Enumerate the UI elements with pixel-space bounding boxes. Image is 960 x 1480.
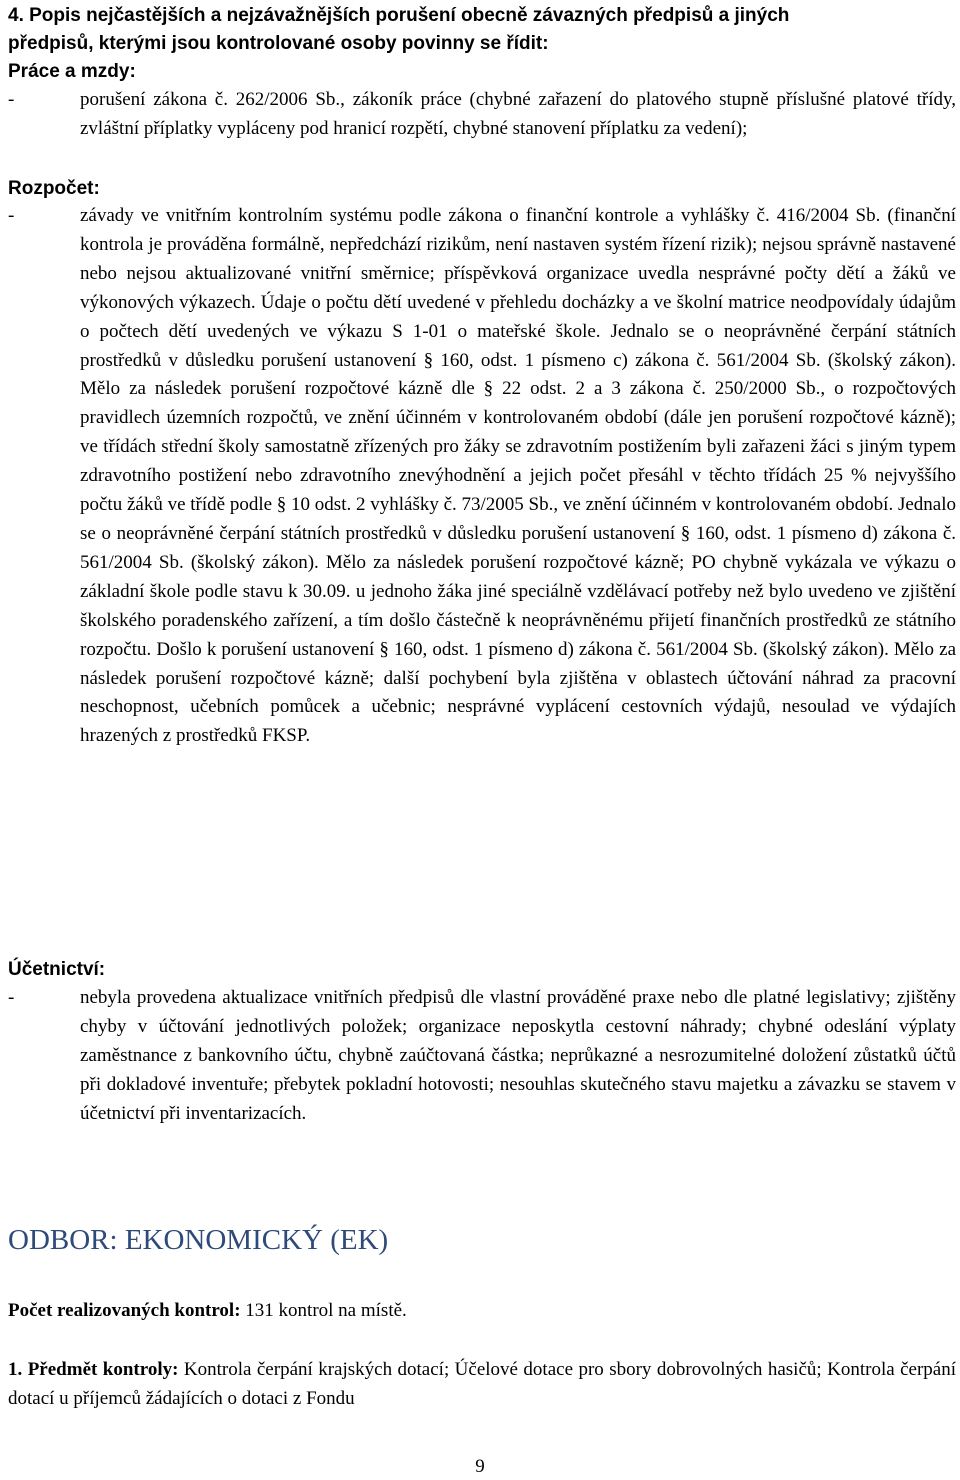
predmet-number: 1. [8, 1359, 23, 1380]
predmet-kontroly [8, 1356, 956, 1414]
ucetnictvi-item-text: nebyla provedena aktualizace vnitřních předpisů dle vlastní prováděné praxe nebo dle platné legislativy; zjištěny chyby v účtování jednotlivých položek; organizace neposkytla cestovní náhrady; chybné odeslání výplaty zaměstnance z bankovního účtu, chybně zaúčtovaná částka; neprůkazné a nesrozumitelné doložení zůstatků účtů při dokladové inventuře; přebytek pokladní hotovosti; nesouhlas skutečného stavu majetku a závazku se stavem v účetnictví při inventarizacích. [80, 987, 956, 1124]
ucetnictvi-heading: Účetnictví: [8, 959, 106, 980]
page-number: 9 [475, 1456, 485, 1477]
predmet-label: Předmět kontroly: [27, 1359, 179, 1380]
pocet-value: 131 kontrol na místě. [245, 1300, 407, 1321]
odbor-title: ODBOR: EKONOMICKÝ (EK) [8, 1224, 389, 1256]
rozpocet-heading: Rozpočet: [8, 178, 100, 199]
list-dash: - [8, 89, 15, 110]
section-title-line1: 4. Popis nejčastějších a nejzávažnějších porušení obecně závazných předpisů a jiných [8, 5, 790, 26]
predmet-text: Kontrola čerpání krajských dotací; Účelové dotace pro sbory dobrovolných hasičů; Kontrola čerpání dotací u příjemců žádajících o dotaci z Fondu [8, 1359, 957, 1409]
pocet-label: Počet realizovaných kontrol: [8, 1300, 241, 1321]
pocet-kontrol-line [8, 1300, 956, 1322]
list-dash: - [8, 205, 15, 226]
list-dash: - [8, 987, 15, 1008]
rozpocet-item-text: závady ve vnitřním kontrolním systému podle zákona o finanční kontrole a vyhlášky č. 416/2004 Sb. (finanční kontrola je prováděna formálně, nepředchází rizikům, není nastaven systém řízení rizik); nejsou správně nastavené nebo nejsou aktualizované vnitřní směrnice; příspěvková organizace uvedla nesprávné počty dětí a žáků ve výkonových výkazech. Údaje o počtu dětí uvedené v přehledu docházky a ve školní matrice neodpovídaly údajům o počtech dětí uvedených ve výkazu S 1-01 o mateřské škole. Jednalo se o neoprávněné čerpání státních prostředků v důsledku porušení ustanovení § 160, odst. 1 písmeno c) zákona č. 561/2004 Sb. (školský zákon). Mělo za následek porušení rozpočtové kázně dle § 22 odst. 2 a 3 zákona č. 250/2000 Sb., o rozpočtových pravidlech územních rozpočtů, ve znění účinném v kontrolovaném období (dále jen porušení rozpočtové kázně); ve třídách střední školy samostatně zřízených pro žáky se zdravotním postižením byli zařazeni žáci s jiným typem zdravotního postižení nebo zdravotního znevýhodnění a jejich počet přesáhl v těchto třídách 25 % nejvyššího počtu žáků ve třídě podle § 10 odst. 2 vyhlášky č. 73/2005 Sb., ve znění účinném v kontrolovaném období. Jednalo se o neoprávněné čerpání státních prostředků v důsledku porušení ustanovení § 160, odst. 1 písmeno d) zákona č. 561/2004 Sb. (školský zákon). Mělo za následek porušení rozpočtové kázně; PO chybně vykázala ve výkazu o základní škole podle stavu k 30.09. u jednoho žáka jiné speciálně vzdělávací potřeby než bylo uvedeno ve zjištění školského poradenského zařízení, a tím došlo částečně k neoprávněnému přijetí finančních prostředků ze státního rozpočtu. Došlo k porušení ustanovení § 160, odst. 1 písmeno d) zákona č. 561/2004 Sb. (školský zákon). Mělo za následek porušení rozpočtové kázně; další pochybení byla zjištěna v oblastech účtování náhrad za pracovní neschopnost, učebních pomůcek a učebnic; nesprávné vyplácení cestovních výdajů, nesoulad ve výdajích hrazených z prostředků FKSP. [80, 205, 956, 747]
section-title-line2: předpisů, kterými jsou kontrolované osoby povinny se řídit: [8, 33, 549, 54]
prace-item-text: porušení zákona č. 262/2006 Sb., zákoník práce (chybné zařazení do platového stupně příslušné platové třídy, zvláštní příplatky vypláceny pod hranicí rozpětí, chybné stanovení příplatku za vedení); [80, 89, 956, 139]
prace-heading: Práce a mzdy: [8, 61, 136, 82]
